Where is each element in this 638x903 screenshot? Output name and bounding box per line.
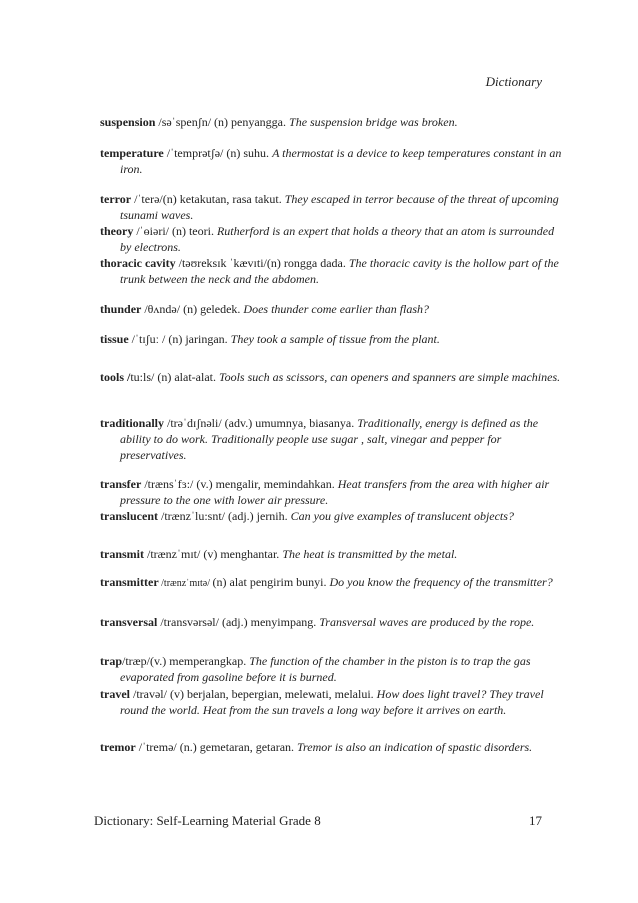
definition: (n) alat pengirim bunyi.: [212, 575, 330, 589]
dictionary-entry: [100, 546, 562, 562]
dictionary-entry: [100, 369, 562, 385]
pronunciation: /træp/: [122, 654, 151, 668]
dictionary-entry: [100, 145, 562, 177]
dictionary-entry: [100, 476, 562, 508]
example-sentence: The suspension bridge was broken.: [289, 115, 458, 129]
headword: tools /: [100, 370, 131, 384]
definition: (n) teori.: [171, 224, 217, 238]
dictionary-entry: [100, 255, 562, 287]
pronunciation: /ˈtɪʃuː /: [128, 332, 169, 346]
example-sentence: Can you give examples of translucent objects?: [290, 509, 514, 523]
page-number: 17: [529, 813, 542, 828]
definition: (n) ketakutan, rasa takut.: [162, 192, 285, 206]
pronunciation: /təʊreksɪk ˈkævɪti/: [175, 256, 267, 270]
page-header: Dictionary: [485, 74, 542, 89]
pronunciation: /trəˈdɪʃnəli/: [164, 416, 225, 430]
headword: transfer: [100, 477, 142, 491]
pronunciation: /ˈtemprətʃə/: [163, 146, 227, 160]
definition: (n) geledek.: [183, 302, 244, 316]
headword: terror: [100, 192, 132, 206]
example-sentence: Do you know the frequency of the transmitter?: [329, 575, 553, 589]
dictionary-entry: [100, 223, 562, 255]
headword: trap: [100, 654, 122, 668]
dictionary-entry: [100, 114, 562, 130]
headword: transmitter: [100, 575, 159, 589]
dictionary-entry: [100, 415, 562, 463]
definition: (adv.) umumnya, biasanya.: [224, 416, 358, 430]
example-sentence: The thoracic cavity is the hollow part of the trunk between the neck and the abdomen.: [120, 256, 559, 286]
headword: transversal: [100, 615, 158, 629]
pronunciation: /ˈterə/: [131, 192, 163, 206]
headword: thoracic cavity: [100, 256, 176, 270]
definition: (adj.) menyimpang.: [221, 615, 320, 629]
dictionary-entry: [100, 614, 562, 630]
pronunciation: /transvərsəl/: [157, 615, 222, 629]
headword: suspension: [100, 115, 156, 129]
headword: tremor: [100, 740, 136, 754]
headword: traditionally: [100, 416, 165, 430]
example-sentence: A thermostat is a device to keep temperatures constant in an iron.: [120, 146, 562, 176]
headword: transmit: [100, 547, 144, 561]
pronunciation: /səˈspenʃn/: [155, 115, 215, 129]
definition: (adj.) jernih.: [228, 509, 291, 523]
example-sentence: Tools such as scissors, can openers and spanners are simple machines.: [219, 370, 561, 384]
headword: temperature: [100, 146, 164, 160]
pronunciation: /trænzˈmɪt/: [144, 547, 204, 561]
headword: translucent: [100, 509, 158, 523]
pronunciation: /θʌndə/: [141, 302, 184, 316]
pronunciation: /trænzˈlu:snt/: [158, 509, 228, 523]
definition: (n) jaringan.: [168, 332, 231, 346]
headword: thunder: [100, 302, 142, 316]
example-sentence: How does light travel? They travel round the world. Heat from the sun travels a long way before it arrives on earth.: [120, 687, 544, 717]
example-sentence: The function of the chamber in the piston is to trap the gas evaporated from gasoline before it is burned.: [120, 654, 531, 684]
pronunciation: /trænzˈmɪtə/: [158, 578, 213, 589]
headword: theory: [100, 224, 134, 238]
dictionary-entry: [100, 331, 562, 347]
example-sentence: Traditionally, energy is defined as the ability to do work. Traditionally people use sugar , salt, vinegar and pepper for preservatives.: [120, 416, 539, 462]
example-sentence: Transversal waves are produced by the rope.: [319, 615, 535, 629]
example-sentence: They escaped in terror because of the threat of upcoming tsunami waves.: [120, 192, 559, 222]
example-sentence: Tremor is also an indication of spastic disorders.: [297, 740, 533, 754]
dictionary-entry: [100, 739, 562, 755]
pronunciation: tu:ls/: [130, 370, 158, 384]
definition: (n) suhu.: [226, 146, 273, 160]
pronunciation: /ˈtremə/: [135, 740, 180, 754]
headword: tissue: [100, 332, 129, 346]
dictionary-entry: [100, 574, 562, 592]
definition: (v) menghantar.: [203, 547, 283, 561]
example-sentence: Heat transfers from the area with higher air pressure to the one with lower air pressure.: [120, 477, 550, 507]
example-sentence: They took a sample of tissue from the plant.: [230, 332, 440, 346]
example-sentence: Does thunder come earlier than flash?: [243, 302, 430, 316]
headword: travel: [100, 687, 130, 701]
definition: (v) berjalan, bepergian, melewati, melalui.: [169, 687, 377, 701]
definition: (n.) gemetaran, getaran.: [179, 740, 298, 754]
definition: (v.) memperangkap.: [150, 654, 250, 668]
pronunciation: /travəl/: [129, 687, 170, 701]
pronunciation: /trænsˈfɜ:/: [141, 477, 197, 491]
dictionary-entry: [100, 508, 562, 524]
dictionary-entry: [100, 686, 562, 718]
definition: (n) rongga dada.: [266, 256, 349, 270]
dictionary-entry: [100, 653, 562, 685]
example-sentence: Rutherford is an expert that holds a theory that an atom is surrounded by electrons.: [120, 224, 555, 254]
dictionary-entry: [100, 191, 562, 223]
dictionary-entry: [100, 301, 562, 317]
definition: (n) alat-alat.: [157, 370, 219, 384]
pronunciation: /ˈɵiəri/: [133, 224, 172, 238]
definition: (v.) mengalir, memindahkan.: [196, 477, 338, 491]
footer-title: Dictionary: Self-Learning Material Grade 8: [94, 813, 321, 828]
example-sentence: The heat is transmitted by the metal.: [282, 547, 458, 561]
definition: (n) penyangga.: [214, 115, 290, 129]
